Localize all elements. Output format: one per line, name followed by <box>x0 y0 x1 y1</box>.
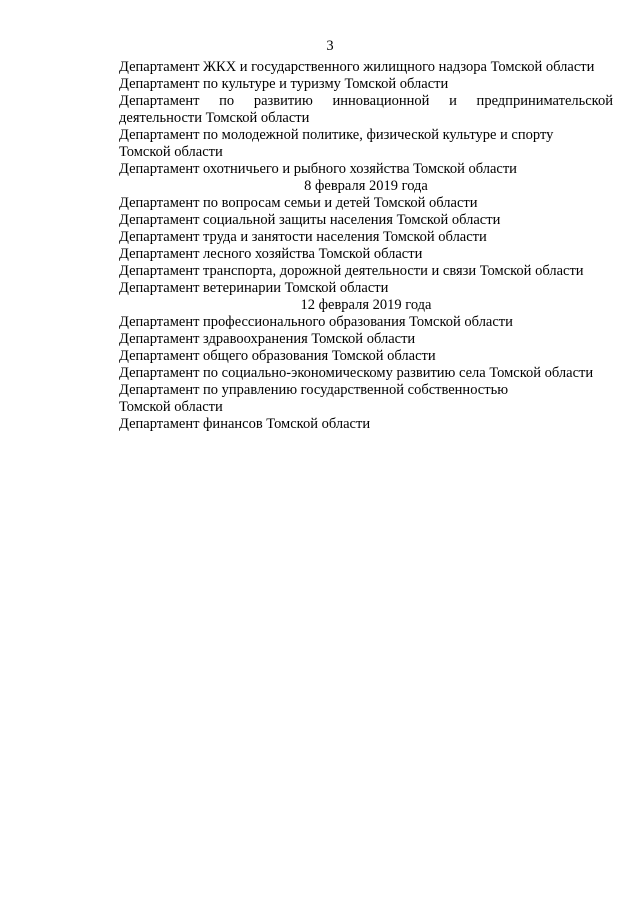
list-item: Департамент ЖКХ и государственного жилищного надзора Томской области <box>119 59 595 75</box>
list-item: Департамент по социально-экономическому развитию села Томской области <box>119 365 594 381</box>
date-heading: 8 февраля 2019 года <box>304 178 428 194</box>
list-item: Департамент социальной защиты населения Томской области <box>119 212 501 228</box>
list-item: Департамент лесного хозяйства Томской области <box>119 246 423 262</box>
page-number: 3 <box>326 38 334 54</box>
list-item: Департамент по управлению государственной собственностью <box>119 382 509 398</box>
list-item: Департамент здравоохранения Томской области <box>119 331 416 347</box>
list-item: Департамент общего образования Томской области <box>119 348 436 364</box>
list-item: Департамент по вопросам семьи и детей Томской области <box>119 195 478 211</box>
list-item: Департамент охотничьего и рыбного хозяйства Томской области <box>119 161 517 177</box>
list-item: Департамент финансов Томской области <box>119 416 371 432</box>
list-item: Департамент транспорта, дорожной деятельности и связи Томской области <box>119 263 584 279</box>
list-item: Департамент профессионального образования Томской области <box>119 314 513 330</box>
list-item-continuation: Томской области <box>119 399 223 415</box>
list-item: Департамент труда и занятости населения Томской области <box>119 229 487 245</box>
list-item: Департамент по развитию инновационной и предпринимательской <box>119 93 613 109</box>
list-item-continuation: деятельности Томской области <box>119 110 310 126</box>
list-item-continuation: Томской области <box>119 144 223 160</box>
list-item: Департамент ветеринарии Томской области <box>119 280 389 296</box>
list-item: Департамент по культуре и туризму Томской области <box>119 76 449 92</box>
date-heading: 12 февраля 2019 года <box>300 297 432 313</box>
list-item: Департамент по молодежной политике, физической культуре и спорту <box>119 127 554 143</box>
document-body <box>119 59 613 433</box>
